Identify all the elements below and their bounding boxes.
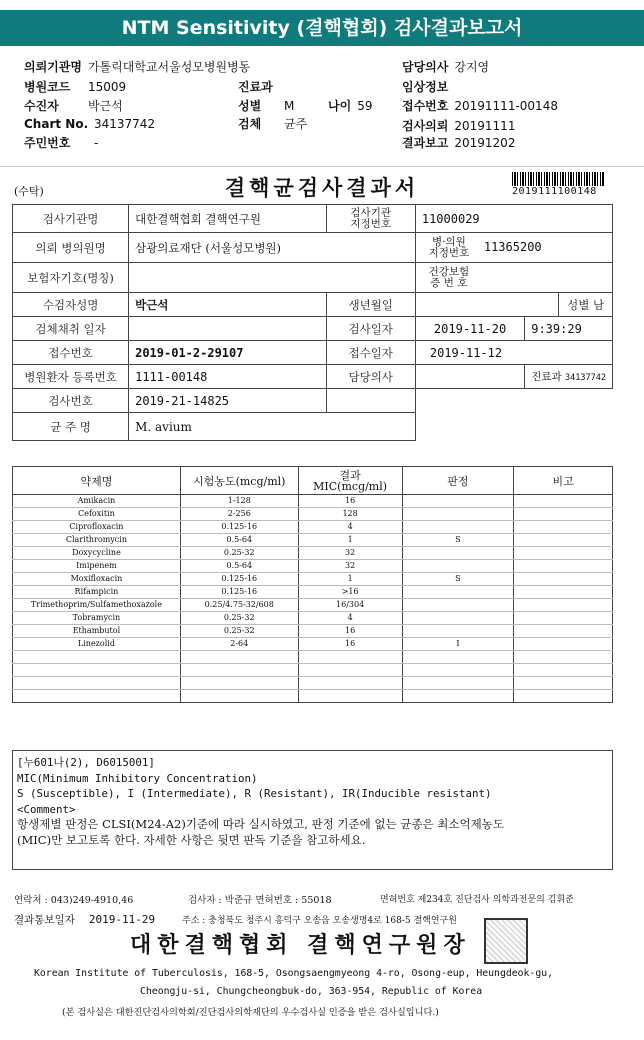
- lab-value: 대한결핵협회 결핵연구원: [129, 205, 326, 233]
- recv-no-value: 2019-01-2-29107: [129, 341, 326, 365]
- clinical-label: 임상정보: [402, 80, 449, 94]
- info-doctor-label: 담당의사: [326, 365, 415, 389]
- table-cell: Cefoxitin: [13, 508, 181, 521]
- test-time-value: 9:39:29: [525, 317, 613, 341]
- info-sex-value: 남: [593, 297, 605, 312]
- table-cell: [514, 676, 613, 689]
- table-cell: Ethambutol: [13, 625, 181, 638]
- table-cell: [402, 599, 514, 612]
- drug-table-header: 시험농도(mcg/ml): [180, 467, 298, 495]
- drug-table-header: 약제명: [13, 467, 181, 495]
- birth-value: [415, 293, 558, 317]
- table-cell: [13, 663, 181, 676]
- recv-date-value: 2019-11-12: [415, 341, 612, 365]
- patient-value: 박근석: [88, 99, 123, 113]
- table-cell: 1: [298, 573, 402, 586]
- blank-cell: [415, 389, 612, 413]
- age-label: 나이: [328, 99, 352, 113]
- table-cell: 16: [298, 495, 402, 508]
- clinic-label: 진료과: [531, 371, 562, 383]
- table-cell: 2-64: [180, 638, 298, 651]
- table-cell: 4: [298, 612, 402, 625]
- name-label: 수검자성명: [13, 293, 129, 317]
- chart-label: Chart No.: [24, 117, 89, 131]
- table-cell: [514, 625, 613, 638]
- table-cell: Tobramycin: [13, 612, 181, 625]
- official-seal: [484, 918, 528, 964]
- note-line: 항생제별 판정은 CLSI(M24-A2)기준에 따라 실시하였고, 판정 기준에 없는 균종은 최소억제농도: [17, 817, 504, 831]
- table-cell: [514, 689, 613, 702]
- dept-field: [238, 78, 279, 95]
- table-cell: Ciprofloxacin: [13, 521, 181, 534]
- hospital-value: 가톨릭대학교서울성모병원병동: [87, 60, 251, 74]
- table-row: [13, 612, 613, 625]
- table-cell: [298, 651, 402, 664]
- table-cell: [402, 689, 514, 702]
- table-cell: [13, 676, 181, 689]
- patient-label: 수진자: [24, 99, 59, 113]
- table-row: [13, 689, 613, 702]
- table-cell: 0.25-32: [180, 612, 298, 625]
- table-row: [13, 599, 613, 612]
- table-cell: Doxycycline: [13, 547, 181, 560]
- table-cell: [514, 586, 613, 599]
- table-cell: [402, 676, 514, 689]
- table-cell: [298, 676, 402, 689]
- test-no-value: 2019-21-14825: [129, 389, 326, 413]
- contact-info: 연락처 : 043)249-4910,46: [14, 895, 134, 906]
- table-cell: 0.25-32: [180, 547, 298, 560]
- request-value: 20191111: [454, 119, 516, 133]
- age-field: [328, 97, 372, 114]
- clinic-value: 34137742: [565, 373, 606, 383]
- patient-field: [24, 97, 123, 114]
- id-value: -: [94, 136, 99, 150]
- table-cell: [514, 612, 613, 625]
- table-cell: 0.125-16: [180, 573, 298, 586]
- receipt-value: 20191111-00148: [454, 99, 558, 113]
- blank-cell: [326, 389, 415, 413]
- name-value: 박근석: [129, 293, 326, 317]
- table-cell: [13, 689, 181, 702]
- certification-note: (본 검사실은 대한진단검사의학회/진단검사의학재단의 우수검사실 인증을 받은 검사실입니다.): [62, 1007, 439, 1018]
- hospital-label: 의뢰기관명: [24, 60, 82, 74]
- table-cell: [402, 560, 514, 573]
- table-cell: [180, 651, 298, 664]
- table-cell: [514, 508, 613, 521]
- table-cell: [514, 638, 613, 651]
- notice-date: 2019-11-29: [88, 913, 156, 926]
- address-info: 주소 : 충청북도 청주시 흥덕구 오송읍 오송생명4로 168-5 결핵연구원: [182, 916, 457, 926]
- clinical-field: [402, 78, 454, 95]
- table-cell: 32: [298, 560, 402, 573]
- test-date-value: 2019-11-20: [415, 317, 524, 341]
- table-cell: 0.25/4.75-32/608: [180, 599, 298, 612]
- table-cell: [180, 689, 298, 702]
- table-cell: Rifampicin: [13, 586, 181, 599]
- receipt-label: 접수번호: [402, 99, 449, 113]
- barcode-number: 2019111100148: [512, 186, 597, 197]
- req-code-cell: [415, 233, 612, 263]
- table-cell: [402, 508, 514, 521]
- table-cell: I: [402, 638, 514, 651]
- collect-value: [129, 317, 326, 341]
- notice-date-field: [14, 912, 155, 927]
- specialist-info: 면허번호 제234호 진단검사 의학과전문의 김휘준: [380, 895, 574, 905]
- table-row: [13, 521, 613, 534]
- table-cell: 32: [298, 547, 402, 560]
- table-cell: Clarithromycin: [13, 534, 181, 547]
- clinic-cell: [525, 365, 613, 389]
- receipt-field: [402, 97, 558, 114]
- table-cell: [514, 663, 613, 676]
- table-row: [13, 560, 613, 573]
- barcode-image: [512, 172, 604, 186]
- hospcode-label: 병원코드: [24, 80, 71, 94]
- recv-date-label: 접수일자: [326, 341, 415, 365]
- insurer-label: 보험자기호(명칭): [13, 263, 129, 293]
- req-code-label: 병·의원 지정번호: [428, 235, 470, 259]
- report-title-bar: NTM Sensitivity (결핵협회) 검사결과보고서: [0, 10, 644, 46]
- table-cell: [402, 663, 514, 676]
- insurer-value: [129, 263, 416, 293]
- specimen-label: 검체: [238, 117, 262, 131]
- table-cell: Amikacin: [13, 495, 181, 508]
- dept-label: 진료과: [238, 80, 273, 94]
- table-cell: [402, 625, 514, 638]
- sex-value: M: [284, 99, 295, 113]
- ins-no-label: 건강보험 증 번 호: [428, 265, 470, 289]
- doctor-value: 강지영: [454, 60, 490, 74]
- table-cell: [298, 663, 402, 676]
- note-line: <Comment>: [17, 802, 76, 816]
- table-cell: [514, 534, 613, 547]
- table-cell: [402, 586, 514, 599]
- info-doctor-value: [415, 365, 524, 389]
- req-hosp-label: 의뢰 병의원명: [13, 233, 129, 263]
- note-line: MIC(Minimum Inhibitory Concentration): [17, 771, 258, 785]
- table-cell: [514, 521, 613, 534]
- lab-code-value: 11000029: [415, 205, 612, 233]
- request-label: 검사의뢰: [402, 119, 449, 133]
- table-cell: 0.5-64: [180, 560, 298, 573]
- drug-susceptibility-table: [12, 466, 613, 703]
- english-address-line1: Korean Institute of Tuberculosis, 168-5, Osongsaengmyeong 4-ro, Osong-eup, Heungdeok-gu,: [34, 968, 554, 979]
- hospcode-field: [24, 78, 126, 95]
- birth-label: 생년월일: [326, 293, 415, 317]
- english-address-line2: Cheongju-si, Chungcheongbuk-do, 363-954, Republic of Korea: [140, 986, 483, 997]
- strain-label: 균 주 명: [13, 413, 129, 441]
- table-cell: [298, 689, 402, 702]
- sex-label: 성별: [238, 99, 262, 113]
- reg-no-label: 병원환자 등록번호: [13, 365, 129, 389]
- hospital-field: [24, 58, 250, 75]
- table-cell: [514, 599, 613, 612]
- table-row: [13, 573, 613, 586]
- report-value: 20191202: [454, 136, 516, 150]
- table-cell: 0.125-16: [180, 521, 298, 534]
- table-cell: Trimethoprim/Sulfamethoxazole: [13, 599, 181, 612]
- report-label: 결과보고: [402, 136, 449, 150]
- lab-code-label: 검사기관 지정번호: [326, 205, 415, 233]
- chart-field: [24, 117, 155, 131]
- req-code-value: 11365200: [483, 239, 542, 254]
- table-cell: [402, 547, 514, 560]
- id-label: 주민번호: [24, 136, 71, 150]
- sex-field: [238, 97, 294, 114]
- chart-value: 34137742: [94, 117, 156, 131]
- table-cell: [514, 651, 613, 664]
- age-value: 59: [357, 99, 373, 113]
- table-cell: [180, 663, 298, 676]
- table-row: [13, 495, 613, 508]
- table-cell: >16: [298, 586, 402, 599]
- table-cell: [514, 495, 613, 508]
- table-cell: [402, 651, 514, 664]
- table-cell: [402, 521, 514, 534]
- table-row: [13, 534, 613, 547]
- doctor-field: [402, 58, 489, 75]
- reg-no-value: 1111-00148: [129, 365, 326, 389]
- table-cell: [514, 560, 613, 573]
- document-title: 결핵균검사결과서: [224, 175, 420, 200]
- table-row: [13, 676, 613, 689]
- id-field: [24, 134, 98, 151]
- specimen-value: 균주: [284, 117, 308, 131]
- collect-label: 검체채취 일자: [13, 317, 129, 341]
- note-line: [누601나(2), D6015001]: [17, 756, 155, 769]
- table-cell: Linezolid: [13, 638, 181, 651]
- table-cell: [514, 573, 613, 586]
- patient-info-table: [12, 204, 613, 441]
- table-row: [13, 651, 613, 664]
- test-date-label: 검사일자: [326, 317, 415, 341]
- ins-no-cell: [415, 263, 612, 293]
- table-cell: S: [402, 573, 514, 586]
- test-no-label: 검사번호: [13, 389, 129, 413]
- table-cell: 0.5-64: [180, 534, 298, 547]
- table-row: [13, 638, 613, 651]
- table-cell: 1-128: [180, 495, 298, 508]
- table-cell: 1: [298, 534, 402, 547]
- table-cell: 0.25-32: [180, 625, 298, 638]
- table-row: [13, 625, 613, 638]
- strain-value: M. avium: [129, 413, 416, 441]
- table-cell: 16: [298, 638, 402, 651]
- notes-box: [12, 750, 613, 870]
- table-cell: [180, 676, 298, 689]
- table-cell: 16: [298, 625, 402, 638]
- info-sex-label: 성별: [567, 297, 590, 312]
- table-cell: [402, 612, 514, 625]
- table-cell: Imipenem: [13, 560, 181, 573]
- doctor-label: 담당의사: [402, 60, 449, 74]
- lab-label: 검사기관명: [13, 205, 129, 233]
- sex-cell: [559, 293, 613, 317]
- note-line: (MIC)만 보고토록 한다. 자세한 사항은 뒷면 판독 기준을 참고하세요.: [17, 832, 366, 847]
- drug-table-header: 판정: [402, 467, 514, 495]
- table-cell: 4: [298, 521, 402, 534]
- request-field: [402, 117, 515, 134]
- table-row: [13, 508, 613, 521]
- table-cell: [514, 547, 613, 560]
- table-cell: 128: [298, 508, 402, 521]
- notice-label: 결과통보일자: [14, 914, 75, 926]
- specimen-field: [238, 115, 307, 132]
- table-row: [13, 586, 613, 599]
- table-cell: 2-256: [180, 508, 298, 521]
- table-cell: 16/304: [298, 599, 402, 612]
- note-line: S (Susceptible), I (Intermediate), R (Resistant), IR(Inducible resistant): [17, 787, 492, 800]
- examiner-info: 검사자 : 박준규 면허번호 : 55018: [188, 895, 332, 906]
- drug-table-header: 결과 MIC(mcg/ml): [298, 467, 402, 495]
- institution-name: 대한결핵협회 결핵연구원장: [130, 932, 471, 958]
- recv-no-label: 접수번호: [13, 341, 129, 365]
- table-cell: S: [402, 534, 514, 547]
- copy-tag: (수탁): [14, 185, 44, 198]
- table-row: [13, 547, 613, 560]
- hospcode-value: 15009: [88, 80, 127, 94]
- req-hosp-value: 삼광의료재단 (서울성모병원): [129, 233, 416, 263]
- drug-table-header: 비고: [514, 467, 613, 495]
- table-cell: [402, 495, 514, 508]
- table-cell: Moxifloxacin: [13, 573, 181, 586]
- table-row: [13, 663, 613, 676]
- table-cell: 0.125-16: [180, 586, 298, 599]
- report-field: [402, 134, 515, 151]
- table-cell: [13, 651, 181, 664]
